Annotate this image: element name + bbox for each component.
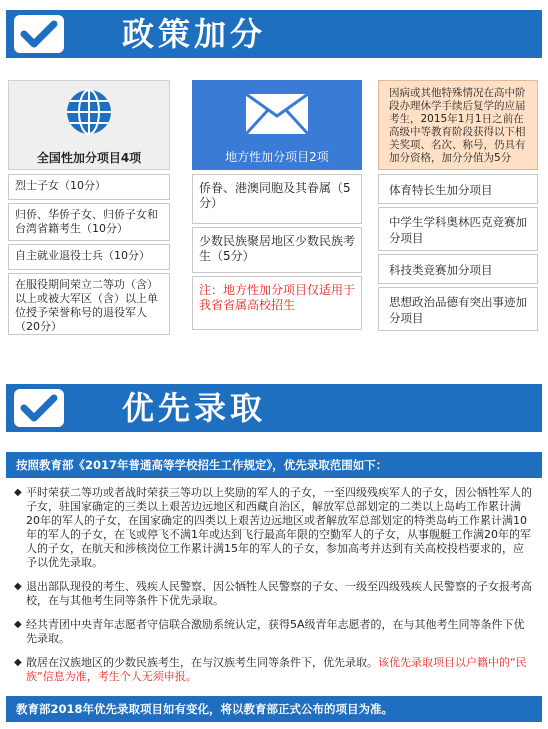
list-item [14, 580, 534, 608]
diamond-bullet-icon: ◆ [14, 657, 22, 668]
diamond-bullet-icon: ◆ [14, 581, 22, 592]
national-item: 烈士子女（10分） [8, 174, 170, 200]
policy-bonus-banner [6, 10, 542, 58]
special-item: 体育特长生加分项目 [378, 174, 538, 204]
diamond-bullet-icon: ◆ [14, 619, 22, 630]
national-item: 在服役期间荣立二等功（含）以上或被大军区（含）以上单位授予荣誉称号的退役军人（20分） [8, 273, 170, 335]
local-item: 侨眷、港澳同胞及其眷属（5分） [192, 174, 362, 224]
local-bonus-note: 注：地方性加分项目仅适用于我省省属高校招生 [192, 276, 362, 330]
national-item: 自主就业退役士兵（10分） [8, 244, 170, 270]
diamond-bullet-icon: ◆ [14, 487, 22, 498]
special-bonus-header: 因病或其他特殊情况在高中阶段办理休学手续后复学的应届考生，2015年1月1日之前在高级中等教育阶段获得以下相关奖项、名次、称号，仍具有加分资格，加分分值为5分 [378, 80, 538, 170]
special-item: 科技类竞赛加分项目 [378, 254, 538, 284]
priority-item-text: 散居在汉族地区的少数民族考生，在与汉族考生同等条件下，优先录取。 [26, 656, 378, 669]
special-item: 中学生学科奥林匹克竞赛加分项目 [378, 207, 538, 251]
list-item [14, 618, 534, 646]
national-item: 归侨、华侨子女、归侨子女和台湾省籍考生（10分） [8, 203, 170, 241]
section-title-priority: 优先录取 [122, 389, 267, 427]
priority-item-text: 退出部队现役的考生、残疾人民警察、因公牺牲人民警察的子女、一级至四级残疾人民警察的子女报考高校，在与其他考生同等条件下优先录取。 [26, 580, 532, 607]
priority-item-warning: 该优先录取项目以户籍中的“民族”信息为准，考生个人无须申报。 [26, 656, 527, 683]
priority-intro-bar: 按照教育部《2017年普通高等学校招生工作规定》，优先录取范围如下： [6, 452, 542, 478]
list-item [14, 486, 534, 570]
section-title-policy: 政策加分 [122, 15, 267, 53]
checkmark-icon [20, 392, 58, 424]
list-item [14, 656, 534, 684]
local-item: 少数民族聚居地区少数民族考生（5分） [192, 227, 362, 273]
national-bonus-header [8, 80, 170, 170]
priority-admission-banner [6, 384, 542, 432]
checkmark-box [14, 389, 64, 427]
globe-icon [64, 87, 114, 137]
local-bonus-header [192, 80, 362, 170]
checkmark-icon [20, 18, 58, 50]
special-item: 思想政治品德有突出事迹加分项目 [378, 287, 538, 331]
checkmark-box [14, 15, 64, 53]
priority-item-text: 平时荣获二等功或者战时荣获三等功以上奖励的军人的子女，一至四级残疾军人的子女，因公牺牲军人的子女，驻国家确定的三类以上艰苦边远地区和西藏自治区，解放军总部划定的二类以上岛屿工作累计满20年的军人的子女，在国家确定的四类以上艰苦边远地区或者解放军总部划定的特类岛屿工作累计满10年的军人的子女，在飞或停飞不满1年或达到飞行最高年限的空勤军人的子女，从事舰艇工作满20年的军人的子女，在航天和涉核岗位工作累计满15年的军人的子女，参加高考并达到有关高校投档要求的，应予以优先录取。 [26, 486, 532, 569]
envelope-icon [244, 92, 310, 136]
national-bonus-label: 全国性加分项目4项 [36, 151, 142, 165]
priority-item-text: 经共青团中央青年志愿者守信联合激励系统认定，获得5A级青年志愿者的，在与其他考生同等条件下优先录取。 [26, 618, 525, 645]
national-bonus-column [8, 80, 170, 338]
priority-list [14, 486, 534, 694]
local-bonus-column [192, 80, 362, 333]
special-bonus-column [378, 80, 538, 334]
local-bonus-label: 地方性加分项目2项 [225, 150, 329, 164]
priority-footer-bar: 教育部2018年优先录取项目如有变化，将以教育部正式公布的项目为准。 [6, 696, 542, 722]
